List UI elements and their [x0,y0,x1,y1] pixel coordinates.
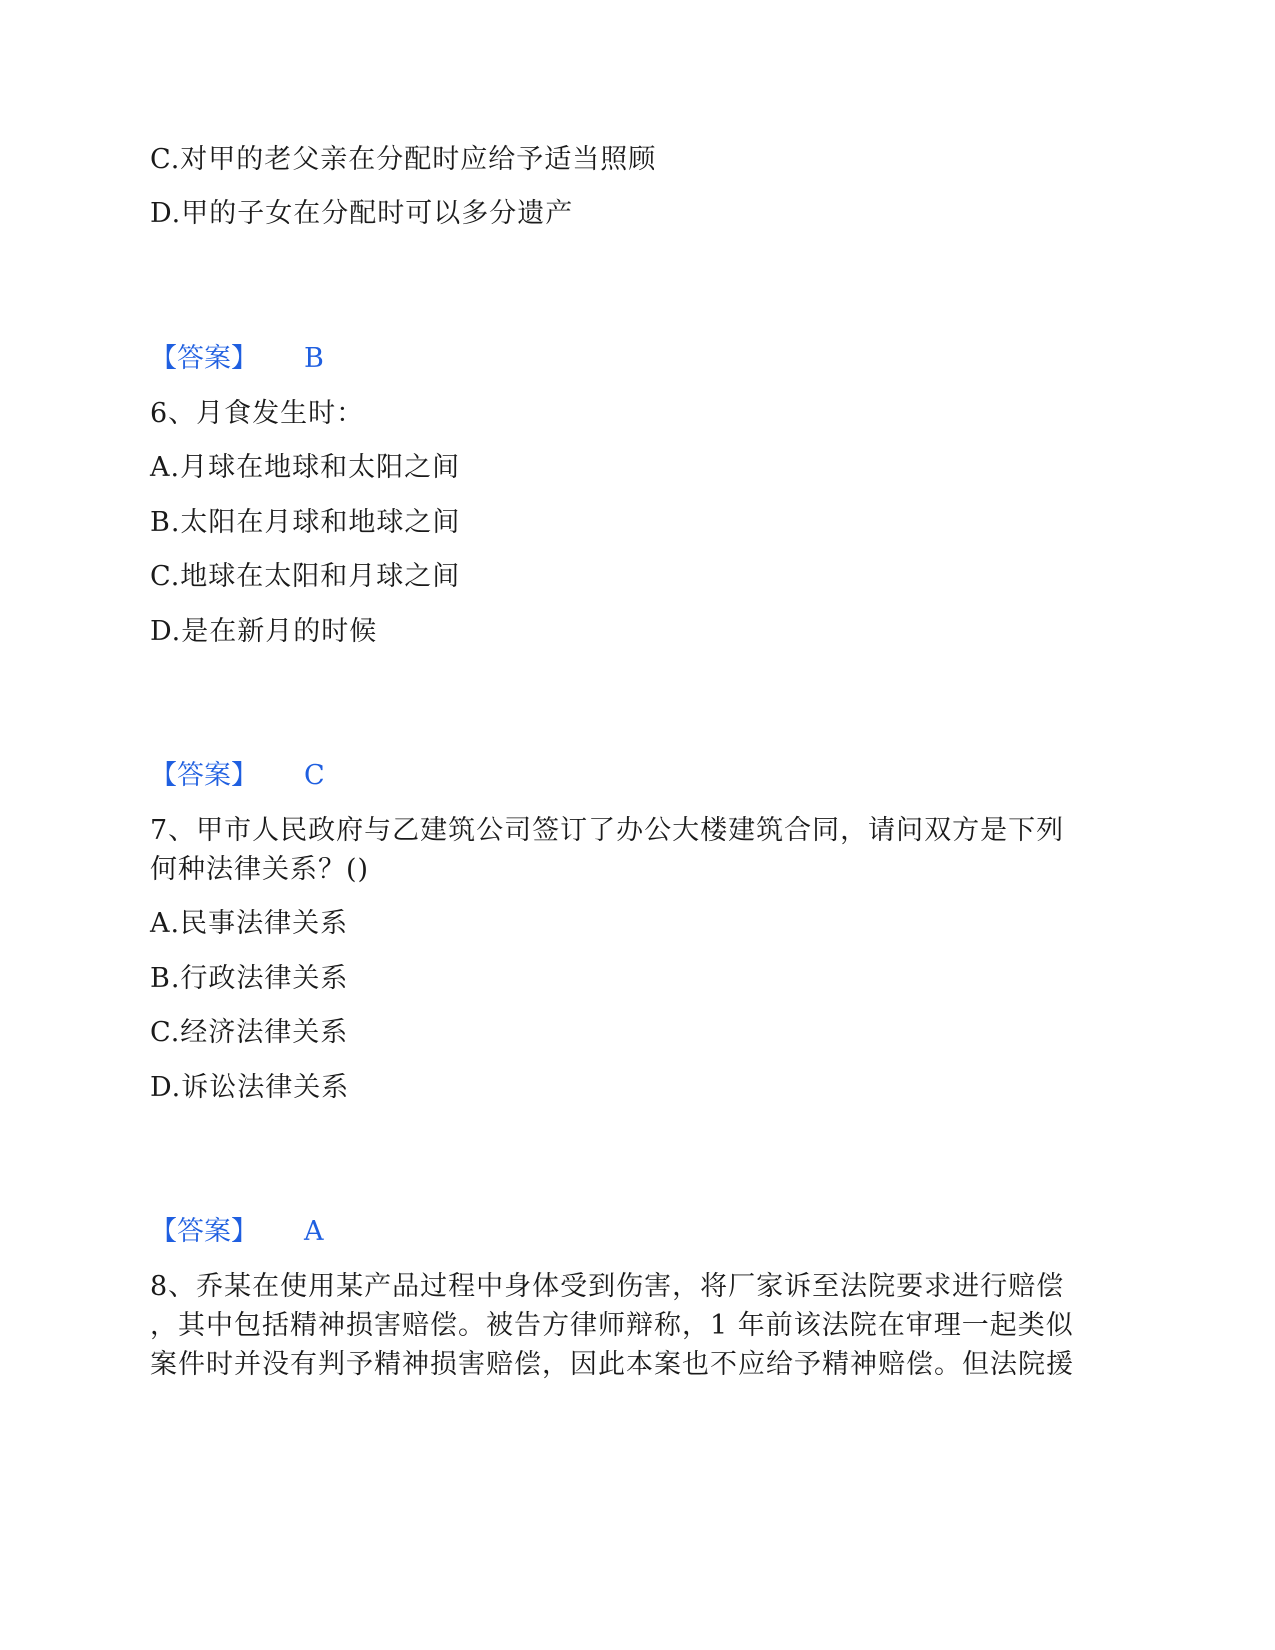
q7-answer [150,1215,324,1249]
q7-question-line-1: 7、甲市人民政府与乙建筑公司签订了办公大楼建筑合同，请问双方是下列 [150,815,1065,846]
q8-question-line-2: ，其中包括精神损害赔偿。被告方律师辩称，1 年前该法院在审理一起类似 [150,1310,1074,1341]
q5-answer [150,342,324,376]
answer-value: C [304,760,325,791]
q7-question-line-2: 何种法律关系？() [150,854,370,885]
answer-value: A [304,1216,324,1247]
q7-option-c: C.经济法律关系 [150,1017,349,1048]
q5-option-d: D.甲的子女在分配时可以多分遗产 [150,198,574,229]
q8-question-line-3: 案件时并没有判予精神损害赔偿，因此本案也不应给予精神赔偿。但法院援 [150,1349,1074,1380]
q6-answer [150,759,325,793]
answer-label: 【答案】 [150,343,258,374]
q6-question: 6、月食发生时： [150,398,365,429]
q5-option-c: C.对甲的老父亲在分配时应给予适当照顾 [150,144,657,175]
q7-option-a: A.民事法律关系 [150,908,349,939]
q7-option-b: B.行政法律关系 [150,963,349,994]
q6-option-c: C.地球在太阳和月球之间 [150,561,461,592]
q6-option-d: D.是在新月的时候 [150,616,378,647]
q8-question-line-1: 8、乔某在使用某产品过程中身体受到伤害，将厂家诉至法院要求进行赔偿 [150,1271,1065,1302]
answer-label: 【答案】 [150,760,258,791]
q7-option-d: D.诉讼法律关系 [150,1072,350,1103]
q6-option-a: A.月球在地球和太阳之间 [150,452,461,483]
q6-option-b: B.太阳在月球和地球之间 [150,507,461,538]
answer-value: B [304,343,324,374]
answer-label: 【答案】 [150,1216,258,1247]
